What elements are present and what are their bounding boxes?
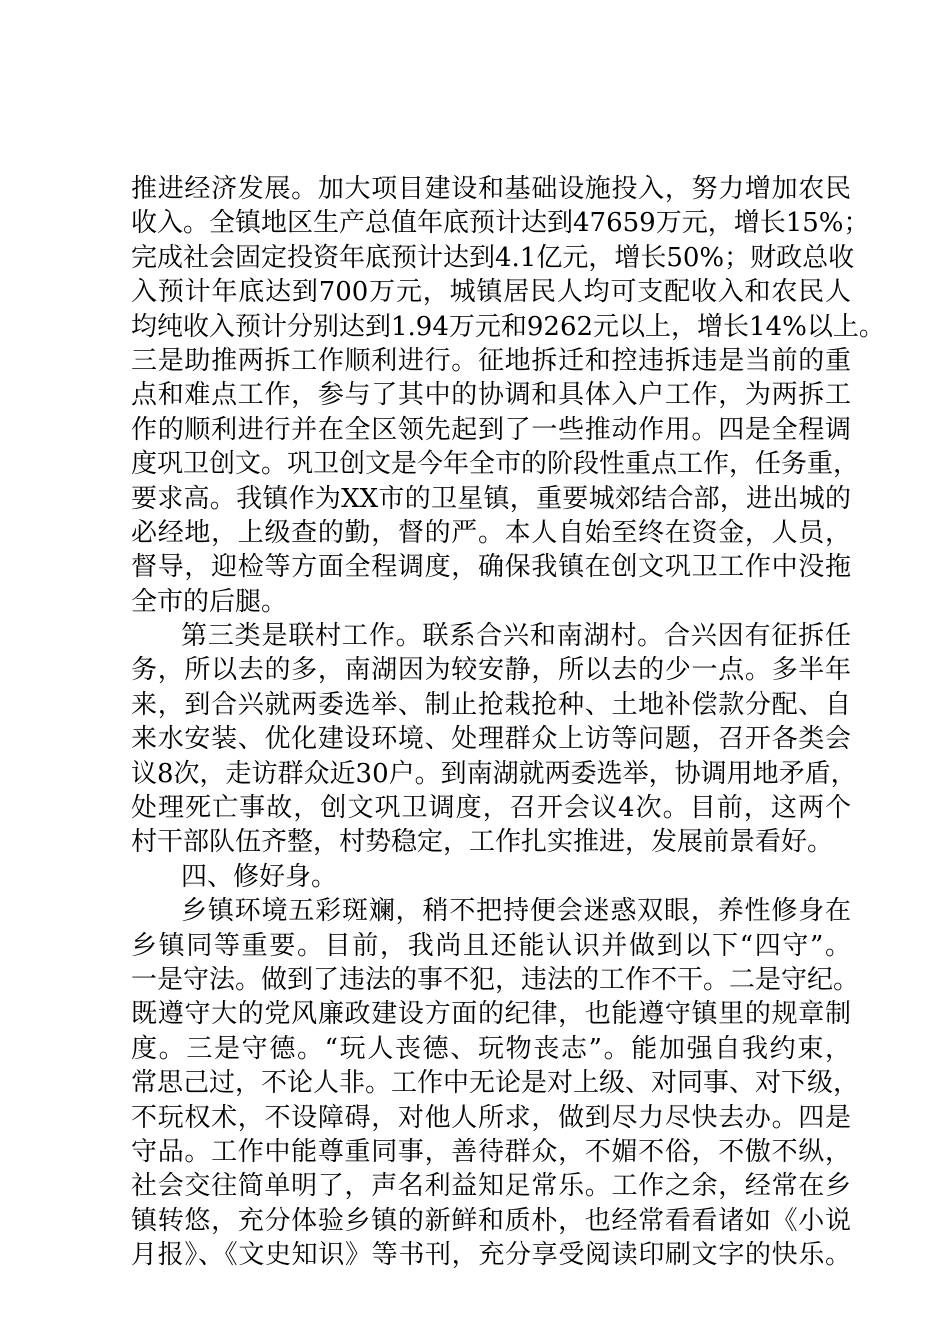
text-line: 社会交往简单明了，声名利益知足常乐。工作之余，经常在乡 xyxy=(131,1171,851,1202)
text-line: 要求高。我镇作为XX市的卫星镇，重要城郊结合部，进出城的 xyxy=(131,483,851,514)
text-line: 月报》、《文史知识》等书刊，充分享受阅读印刷文字的快乐。 xyxy=(131,1240,851,1271)
text-line: 来水安装、优化建设环境、处理群众上访等问题，召开各类会 xyxy=(131,724,851,755)
text-line: 点和难点工作，参与了其中的协调和具体入户工作，为两拆工 xyxy=(131,380,851,411)
text-line: 守品。工作中能尊重同事，善待群众，不媚不俗，不傲不纵， xyxy=(131,1136,851,1167)
text-line: 全市的后腿。 xyxy=(131,586,288,617)
text-line: 处理死亡事故，创文巩卫调度，召开会议4次。目前，这两个 xyxy=(131,793,851,824)
text-line: 常思己过，不论人非。工作中无论是对上级、对同事、对下级， xyxy=(131,1068,860,1099)
text-line: 完成社会固定投资年底预计达到4.1亿元，增长50%；财政总收 xyxy=(131,242,855,273)
paragraph-first-line: 第三类是联村工作。联系合兴和南湖村。合兴因有征拆任 xyxy=(181,621,851,652)
text-line: 一是守法。做到了违法的事不犯，违法的工作不干。二是守纪。 xyxy=(131,964,860,995)
paragraph-first-line: 乡镇环境五彩斑斓，稍不把持便会迷惑双眼，养性修身在 xyxy=(181,896,851,927)
text-line: 来，到合兴就两委选举、制止抢栽抢种、土地补偿款分配、自 xyxy=(131,689,851,720)
section-heading: 四、修好身。 xyxy=(181,861,338,892)
text-line: 均纯收入预计分别达到1.94万元和9262元以上，增长14%以上。 xyxy=(131,311,885,342)
text-line: 推进经济发展。加大项目建设和基础设施投入，努力增加农民 xyxy=(131,174,851,204)
text-line: 入预计年底达到700万元，城镇居民人均可支配收入和农民人 xyxy=(131,277,851,308)
body-text xyxy=(131,172,885,1273)
text-line: 既遵守大的党风廉政建设方面的纪律，也能遵守镇里的规章制 xyxy=(131,999,851,1030)
text-line: 议8次，走访群众近30户。到南湖就两委选举，协调用地矛盾， xyxy=(131,758,857,789)
text-line: 务，所以去的多，南湖因为较安静，所以去的少一点。多半年 xyxy=(131,655,851,686)
text-line: 乡镇同等重要。目前，我尚且还能认识并做到以下“四守”。 xyxy=(131,930,851,961)
text-line: 度巩卫创文。巩卫创文是今年全市的阶段性重点工作，任务重， xyxy=(131,449,860,480)
text-line: 收入。全镇地区生产总值年底预计达到47659万元，增长15%； xyxy=(131,208,870,239)
text-line: 督导，迎检等方面全程调度，确保我镇在创文巩卫工作中没拖 xyxy=(131,552,851,583)
text-line: 必经地，上级查的勤，督的严。本人自始至终在资金，人员， xyxy=(131,517,851,548)
text-line: 度。三是守德。“玩人丧德、玩物丧志”。能加强自我约束， xyxy=(131,1033,851,1064)
text-line: 不玩权术，不设障碍，对他人所求，做到尽力尽快去办。四是 xyxy=(131,1102,851,1133)
text-line: 三是助推两拆工作顺利进行。征地拆迁和控违拆违是当前的重 xyxy=(131,345,851,376)
text-line: 村干部队伍齐整，村势稳定，工作扎实推进，发展前景看好。 xyxy=(131,827,834,858)
text-line: 镇转悠，充分体验乡镇的新鲜和质朴，也经常看看诸如《小说 xyxy=(131,1205,851,1236)
text-line: 作的顺利进行并在全区领先起到了一些推动作用。四是全程调 xyxy=(131,414,851,445)
